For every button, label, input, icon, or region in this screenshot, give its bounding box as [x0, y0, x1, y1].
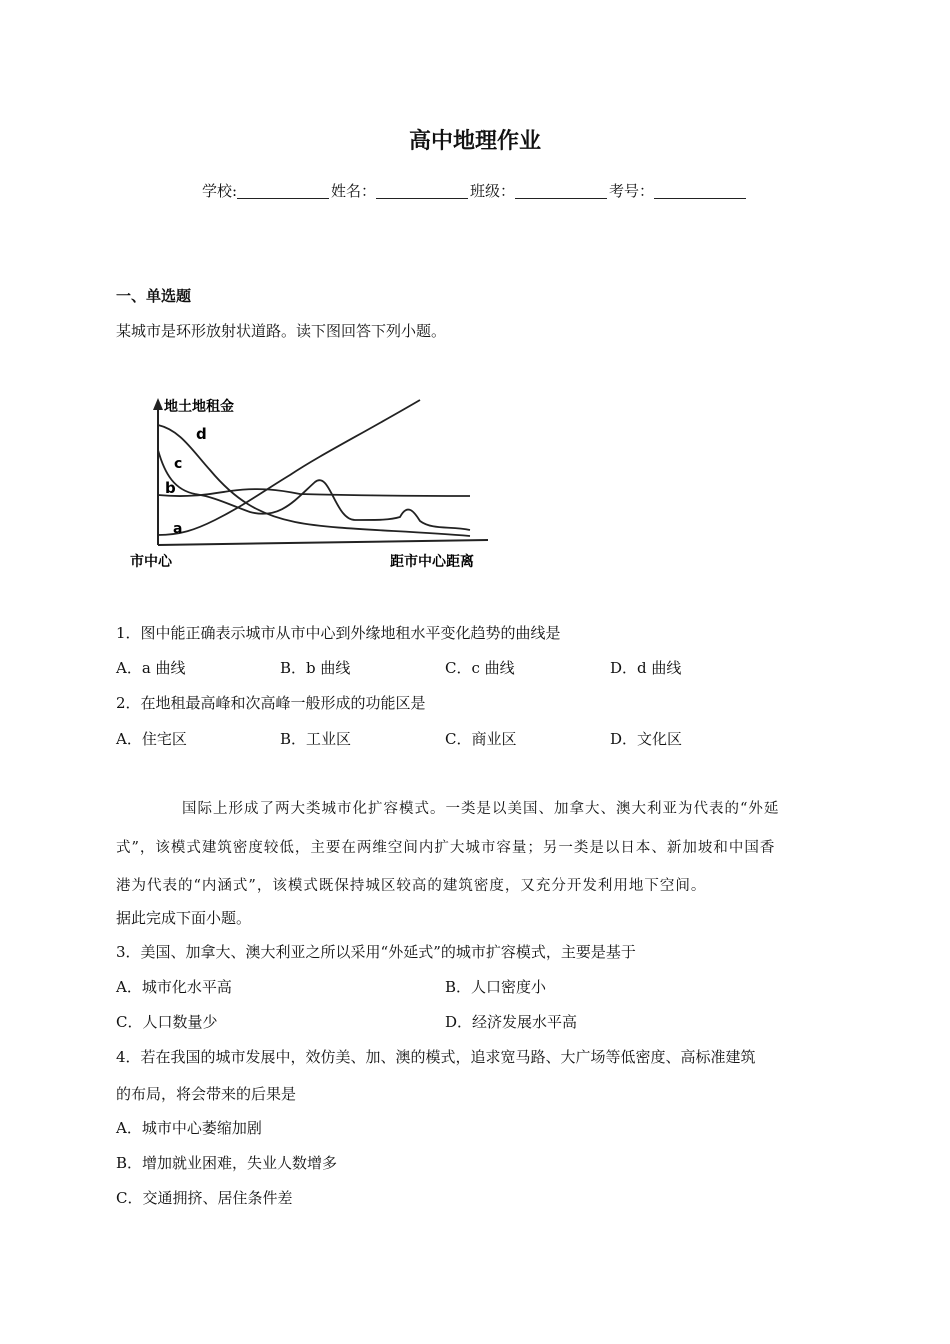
student-info-line — [0, 180, 950, 201]
q1-option-a[interactable]: A．a 曲线 — [116, 659, 186, 677]
name-label: 姓名： — [331, 182, 377, 200]
q3-option-c[interactable]: C．人口数量少 — [116, 1013, 218, 1031]
y-axis-arrow — [153, 398, 163, 410]
q3-stem: 3．美国、加拿大、澳大利亚之所以采用“外延式”的城市扩容模式，主要是基于 — [116, 943, 636, 961]
q4-option-a[interactable]: A．城市中心萎缩加剧 — [116, 1119, 262, 1137]
q4-stem-line-2: 的布局，将会带来的后果是 — [116, 1085, 297, 1103]
intro-text: 某城市是环形放射状道路。读下图回答下列小题。 — [116, 322, 447, 340]
curve-label-a: a — [173, 521, 183, 537]
q1-option-d[interactable]: D．d 曲线 — [610, 659, 682, 677]
page-title: 高中地理作业 — [408, 129, 541, 154]
curve-a — [158, 400, 420, 535]
x-axis — [158, 540, 488, 545]
q2-stem: 2．在地租最高峰和次高峰一般形成的功能区是 — [116, 694, 426, 712]
q1-option-c[interactable]: C．c 曲线 — [445, 659, 515, 677]
curve-c — [158, 450, 470, 530]
passage-instruction: 据此完成下面小题。 — [116, 909, 252, 927]
school-blank — [237, 182, 329, 199]
q3-option-b[interactable]: B．人口密度小 — [445, 978, 547, 996]
q3-option-d[interactable]: D．经济发展水平高 — [445, 1013, 578, 1031]
q4-option-b[interactable]: B．增加就业困难，失业人数增多 — [116, 1154, 338, 1172]
land-rent-figure — [120, 390, 510, 575]
q2-option-d[interactable]: D．文化区 — [610, 730, 683, 748]
name-blank — [376, 182, 468, 199]
passage-line-1: 国际上形成了两大类城市化扩容模式。一类是以美国、加拿大、澳大利亚为代表的“外延 — [182, 801, 780, 817]
q2-option-b[interactable]: B．工业区 — [280, 730, 352, 748]
class-blank — [515, 182, 607, 199]
class-label: 班级： — [470, 182, 516, 200]
passage-line-2: 式”，该模式建筑密度较低，主要在两维空间内扩大城市容量；另一类是以日本、新加坡和中国香 — [116, 840, 776, 856]
q1-option-b[interactable]: B．b 曲线 — [280, 659, 351, 677]
y-axis-label: 地土地租金 — [164, 399, 234, 415]
q1-stem: 1．图中能正确表示城市从市中心到外缘地租水平变化趋势的曲线是 — [116, 624, 561, 642]
q2-option-c[interactable]: C．商业区 — [445, 730, 517, 748]
x-axis-label: 距市中心距离 — [390, 554, 474, 570]
exam-no-blank — [654, 182, 746, 199]
q4-stem-line-1: 4．若在我国的城市发展中，效仿美、加、澳的模式，追求宽马路、大广场等低密度、高标准建筑 — [116, 1048, 756, 1066]
school-label: 学校: — [201, 182, 237, 200]
x-origin-label: 市中心 — [130, 554, 172, 570]
curve-b — [158, 489, 470, 496]
passage-line-3: 港为代表的“内涵式”，该模式既保持城区较高的建筑密度，又充分开发利用地下空间。 — [116, 878, 707, 894]
section-title: 一、单选题 — [116, 287, 192, 305]
curve-label-c: c — [174, 456, 183, 472]
curve-label-b: b — [165, 479, 176, 497]
q4-option-c[interactable]: C．交通拥挤、居住条件差 — [116, 1189, 293, 1207]
exam-no-label: 考号： — [609, 182, 655, 200]
q3-option-a[interactable]: A．城市化水平高 — [116, 978, 232, 996]
q2-option-a[interactable]: A．住宅区 — [116, 730, 187, 748]
curve-label-d: d — [196, 425, 207, 443]
